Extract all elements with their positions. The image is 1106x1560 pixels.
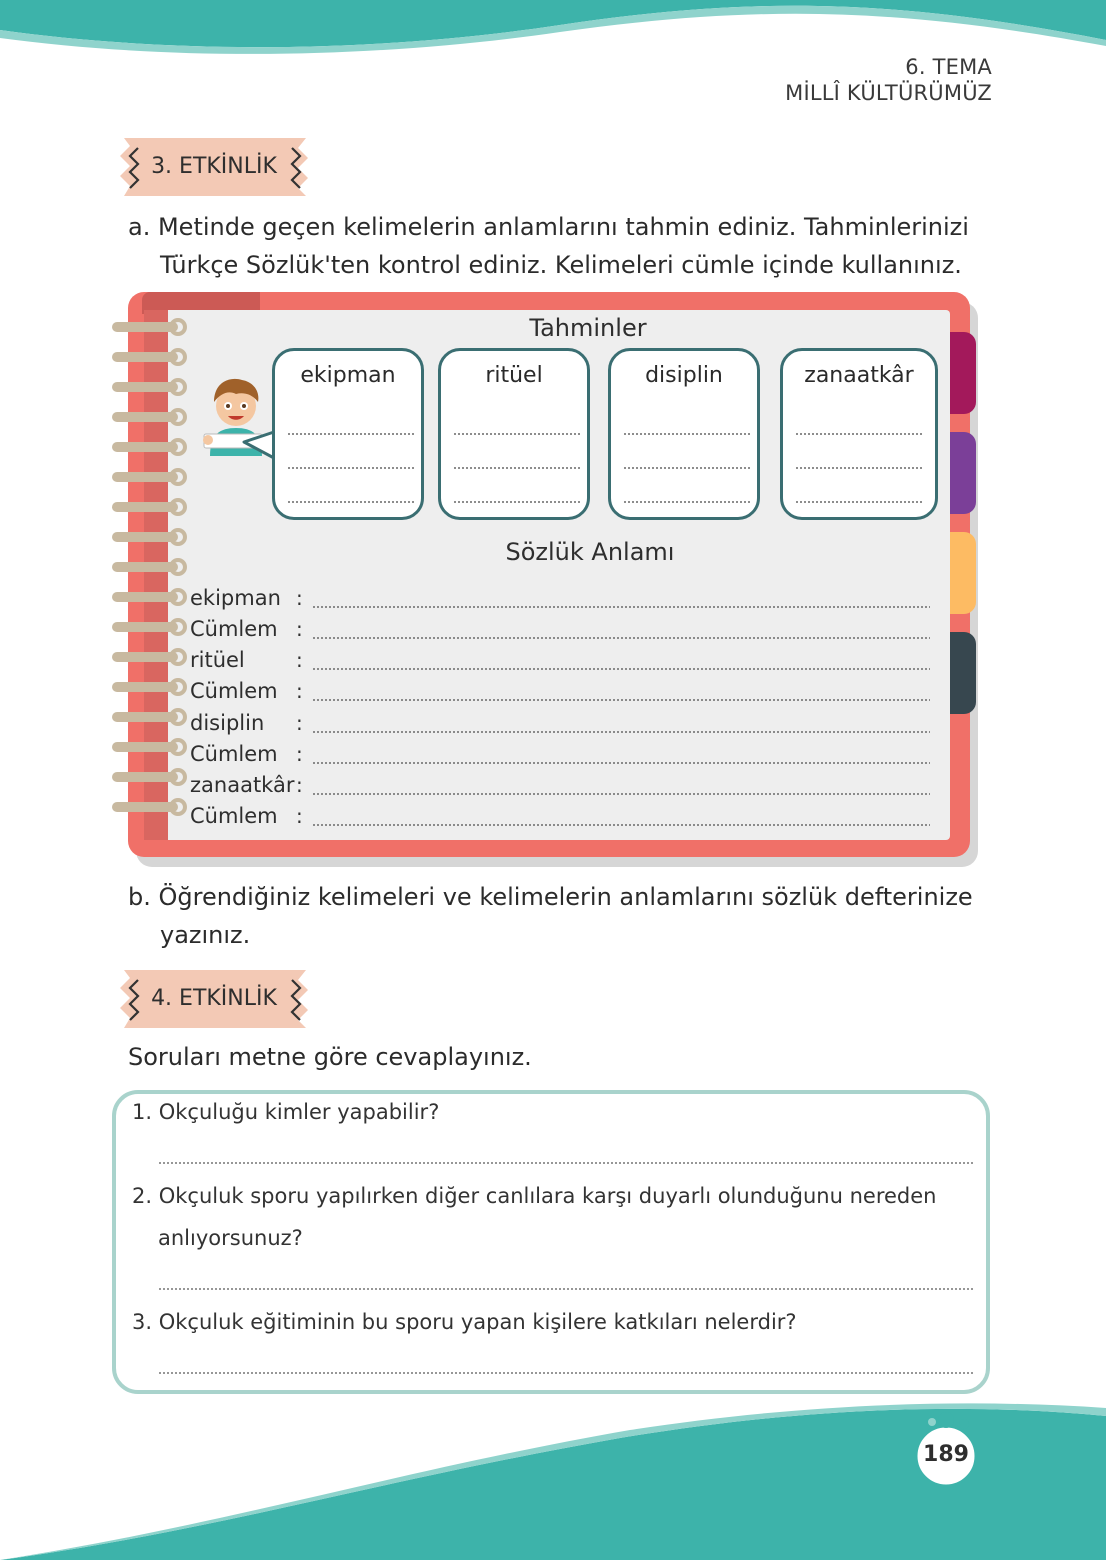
answer-line[interactable] bbox=[453, 467, 581, 469]
question-3: 3. Okçuluk eğitiminin bu sporu yapan kişilere katkıları nelerdir? bbox=[132, 1310, 797, 1334]
instruction-b-line2: yazınız. bbox=[160, 921, 251, 949]
guess-card-word: zanaatkâr bbox=[804, 363, 914, 388]
definition-rows bbox=[190, 586, 936, 838]
definition-label: ekipman bbox=[190, 586, 281, 610]
answer-line[interactable] bbox=[795, 433, 923, 435]
theme-number: 6. TEMA bbox=[905, 55, 992, 79]
question-1: 1. Okçuluğu kimler yapabilir? bbox=[132, 1100, 440, 1124]
theme-title: MİLLÎ KÜLTÜRÜMÜZ bbox=[785, 81, 992, 105]
activity-3-badge-label: 3. ETKİNLİK bbox=[151, 153, 277, 179]
ring bbox=[112, 440, 185, 454]
guess-card-word: ritüel bbox=[485, 363, 543, 388]
question-2-line2: anlıyorsunuz? bbox=[158, 1226, 303, 1250]
ring bbox=[112, 500, 185, 514]
guesses-heading: Tahminler bbox=[529, 314, 647, 342]
definition-label: Cümlem bbox=[190, 617, 278, 641]
ring bbox=[112, 380, 185, 394]
definition-label: Cümlem bbox=[190, 804, 278, 828]
definition-label: ritüel bbox=[190, 648, 245, 672]
answer-line[interactable] bbox=[795, 501, 923, 503]
activity-3-badge bbox=[116, 134, 312, 198]
guess-card-disiplin bbox=[608, 348, 760, 520]
ring bbox=[112, 620, 185, 634]
definition-answer-line[interactable] bbox=[312, 668, 930, 670]
notebook-tab-orange bbox=[946, 532, 976, 614]
ring bbox=[112, 710, 185, 724]
definition-colon: : bbox=[296, 773, 303, 797]
instruction-a-line1: a. Metinde geçen kelimelerin anlamlarını tahmin ediniz. Tahminlerinizi bbox=[128, 213, 969, 241]
answer-line[interactable] bbox=[623, 433, 751, 435]
definition-answer-line[interactable] bbox=[312, 762, 930, 764]
answer-line[interactable] bbox=[795, 467, 923, 469]
answer-line[interactable] bbox=[287, 433, 415, 435]
instruction-a-line2: Türkçe Sözlük'ten kontrol ediniz. Kelimeleri cümle içinde kullanınız. bbox=[160, 251, 962, 279]
answer-line[interactable] bbox=[623, 467, 751, 469]
question-2-answer-line[interactable] bbox=[158, 1288, 974, 1290]
instruction-b-line1: b. Öğrendiğiniz kelimeleri ve kelimelerin anlamlarını sözlük defterinize bbox=[128, 883, 973, 911]
definition-answer-line[interactable] bbox=[312, 606, 930, 608]
definition-colon: : bbox=[296, 617, 303, 641]
ring bbox=[112, 680, 185, 694]
question-2-line1: 2. Okçuluk sporu yapılırken diğer canlılara karşı duyarlı olunduğunu nereden bbox=[132, 1184, 937, 1208]
question-1-answer-line[interactable] bbox=[158, 1162, 974, 1164]
activity-4-instruction: Soruları metne göre cevaplayınız. bbox=[128, 1043, 532, 1071]
ring bbox=[112, 560, 185, 574]
answer-line[interactable] bbox=[453, 501, 581, 503]
ring bbox=[112, 800, 185, 814]
guess-card-rituel bbox=[438, 348, 590, 520]
answer-line[interactable] bbox=[287, 501, 415, 503]
question-3-answer-line[interactable] bbox=[158, 1372, 974, 1374]
page-number: 189 bbox=[923, 1442, 969, 1467]
ring bbox=[112, 650, 185, 664]
ring bbox=[112, 410, 185, 424]
definition-colon: : bbox=[296, 804, 303, 828]
ring bbox=[112, 320, 185, 334]
definition-colon: : bbox=[296, 742, 303, 766]
dictionary-heading: Sözlük Anlamı bbox=[505, 538, 675, 566]
answer-line[interactable] bbox=[623, 501, 751, 503]
definition-colon: : bbox=[296, 711, 303, 735]
definition-colon: : bbox=[296, 648, 303, 672]
notebook-tab-dark bbox=[946, 632, 976, 714]
definition-label: zanaatkâr bbox=[190, 773, 295, 797]
ring bbox=[112, 350, 185, 364]
definition-answer-line[interactable] bbox=[312, 824, 930, 826]
activity-4-badge bbox=[116, 966, 312, 1030]
notebook-tab-magenta bbox=[946, 332, 976, 414]
guess-card-ekipman bbox=[272, 348, 424, 520]
ring bbox=[112, 770, 185, 784]
guess-card-word: ekipman bbox=[300, 363, 396, 388]
ring bbox=[112, 470, 185, 484]
ring bbox=[112, 740, 185, 754]
ring bbox=[112, 530, 185, 544]
activity-4-badge-label: 4. ETKİNLİK bbox=[151, 985, 277, 1011]
theme-header bbox=[785, 54, 992, 106]
definition-answer-line[interactable] bbox=[312, 731, 930, 733]
answer-line[interactable] bbox=[453, 433, 581, 435]
definition-answer-line[interactable] bbox=[312, 793, 930, 795]
notebook-tab-purple bbox=[946, 432, 976, 514]
definition-answer-line[interactable] bbox=[312, 637, 930, 639]
guess-card-word: disiplin bbox=[645, 363, 723, 388]
answer-line[interactable] bbox=[287, 467, 415, 469]
definition-label: Cümlem bbox=[190, 742, 278, 766]
definition-label: Cümlem bbox=[190, 679, 278, 703]
definition-colon: : bbox=[296, 586, 303, 610]
ring bbox=[112, 590, 185, 604]
spiral-binding bbox=[108, 322, 192, 822]
definition-answer-line[interactable] bbox=[312, 699, 930, 701]
definition-label: disiplin bbox=[190, 711, 265, 735]
guess-card-zanaatkar bbox=[780, 348, 938, 520]
definition-colon: : bbox=[296, 679, 303, 703]
